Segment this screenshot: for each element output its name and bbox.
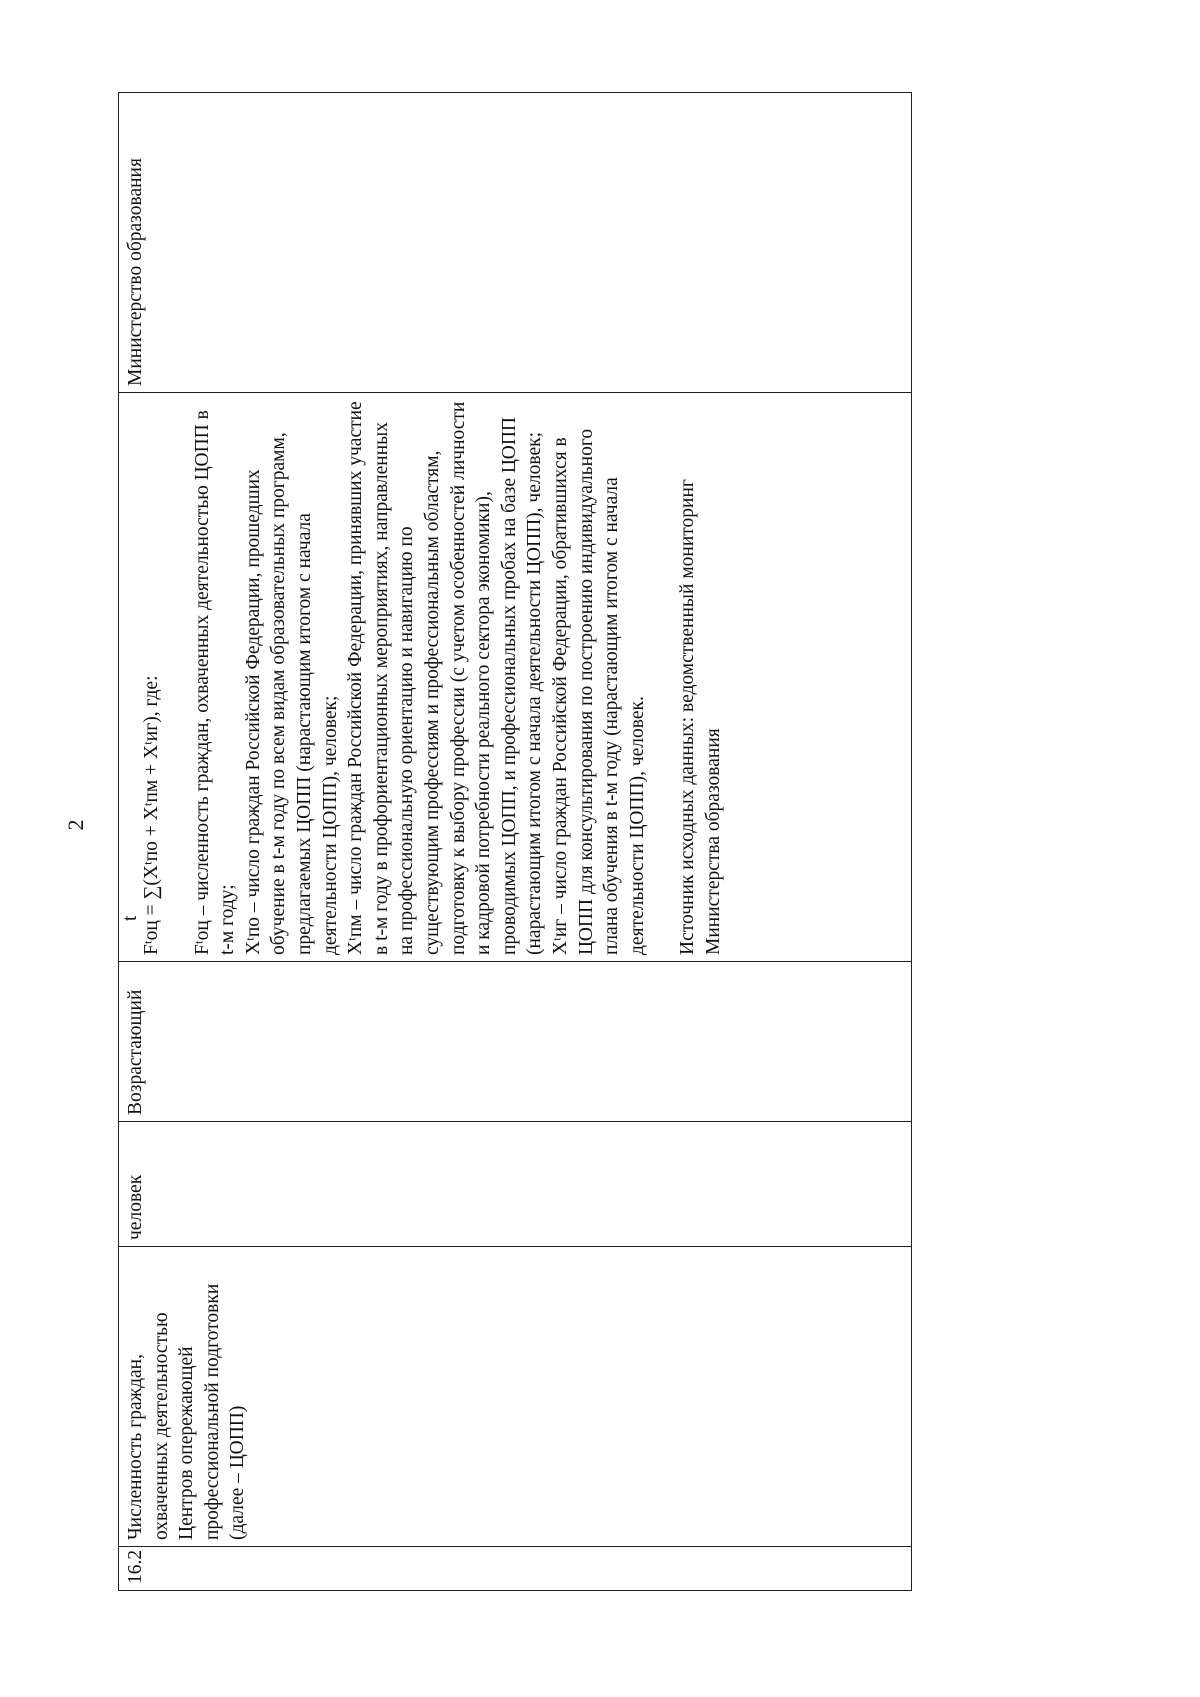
calculation-method-cell: [119, 393, 912, 962]
table-row: [119, 93, 912, 1591]
page-number: 2: [63, 819, 88, 831]
unit-cell: человек: [119, 1122, 912, 1247]
definition-x-pm: Xᵗпм – число граждан Российской Федерации, принявших участие в t-м году в профориентационных мероприятиях, направленных на профессиональную ориентацию и навигацию по существующим профессиям и профессиональным областям, подготовку к выбору профессии (с учетом особенностей личности и кадровой потребности реального сектора экономики), проводимых ЦОПП, и профессиональных пробах на базе ЦОПП (нарастающим итогом с начала деятельности ЦОПП), человек;: [345, 401, 546, 955]
spacer: [650, 399, 675, 955]
data-source: Источник исходных данных: ведомственный мониторинг Министерства образования: [677, 479, 724, 955]
formula: Fᵗоц = ∑(Xᵗпо + Xᵗпм + Xᵗиг), где:: [141, 675, 162, 955]
definition-f-oc: Fᵗоц – численность граждан, охваченных деятельностью ЦОПП в t-м году;: [191, 410, 239, 955]
indicator-table: [118, 92, 912, 1591]
spacer: [165, 399, 190, 955]
definition-x-ig: Xᵗиг – число граждан Российской Федерации, обратившихся в ЦОПП для консультирования по построению индивидуального плана обучения в t-м году (нарастающим итогом с начала деятельности ЦОПП), человек.: [549, 428, 648, 955]
dynamics-cell: Возрастающий: [119, 962, 912, 1122]
definition-x-po: Xᵗпо – число граждан Российской Федерации, прошедших обучение в t-м году по всем видам образовательных программ, предлагаемых ЦОПП (нарастающим итогом с начала деятельности ЦОПП), человек;: [242, 432, 341, 955]
rotated-table-container: [118, 93, 912, 1591]
responsible-cell: Министерство образования: [119, 93, 912, 393]
row-number-cell: 16.2: [119, 1547, 912, 1591]
sum-limit: t: [120, 915, 141, 921]
indicator-name-cell: Численность граждан, охваченных деятельностью Центров опережающей профессиональной подготовки (далее – ЦОПП): [119, 1247, 912, 1547]
